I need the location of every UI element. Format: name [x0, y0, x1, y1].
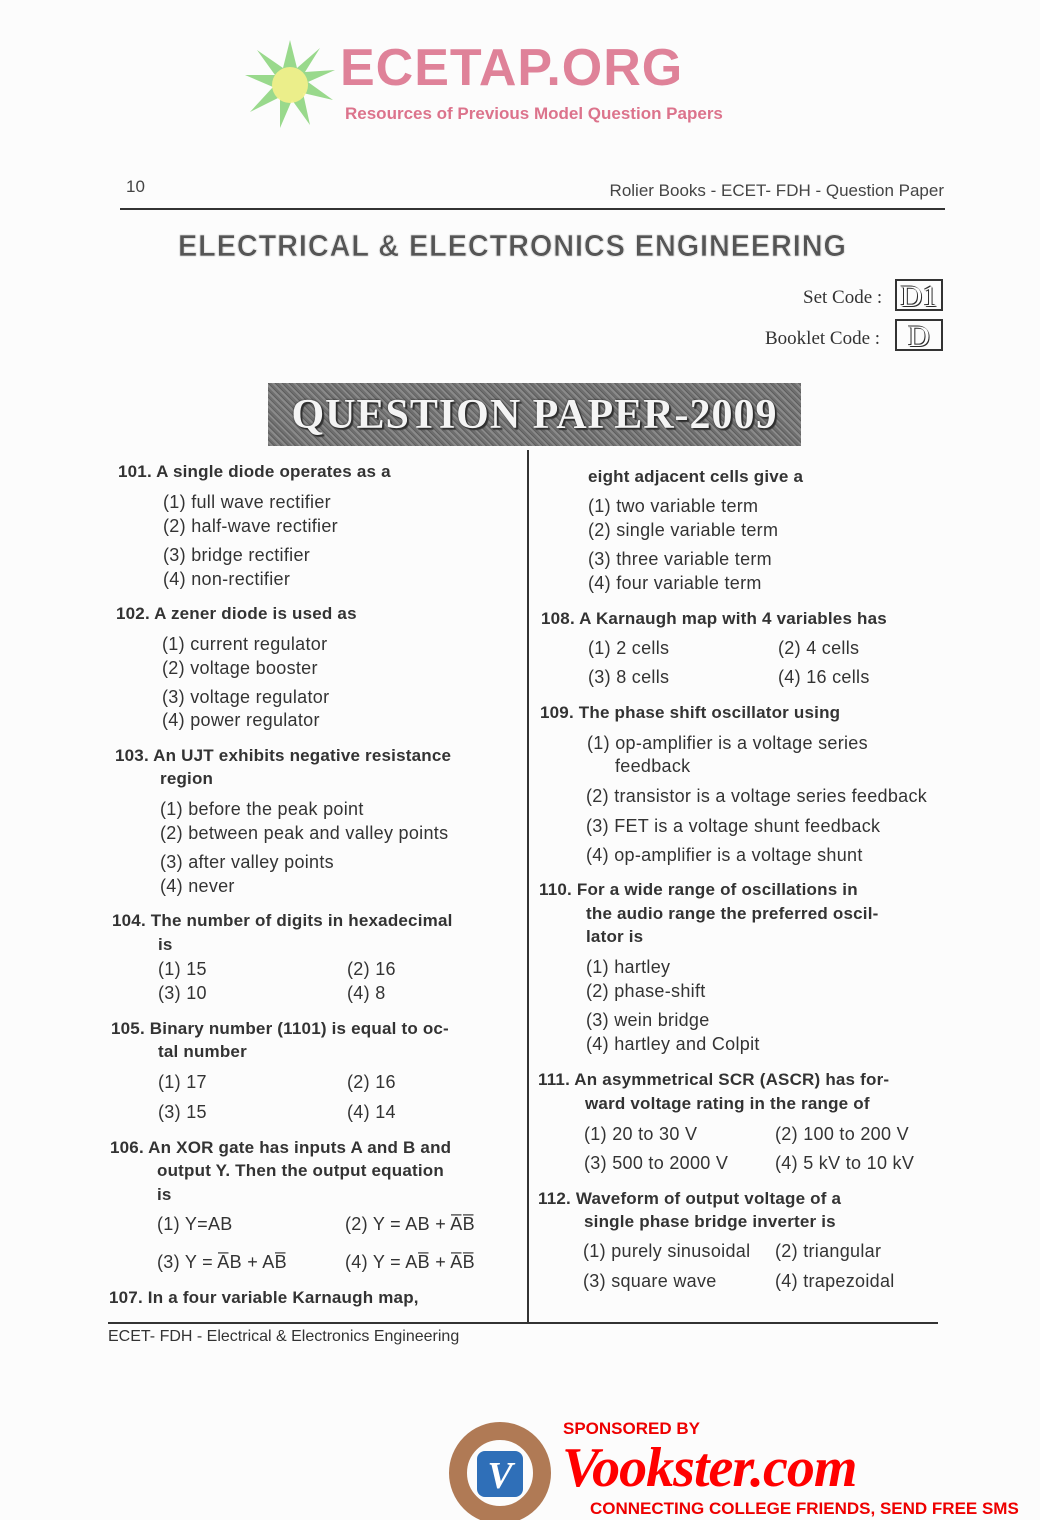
q101-option-3: (3) bridge rectifier — [163, 545, 311, 565]
q106-option-1: (1) Y=AB — [157, 1214, 233, 1234]
footer-rule — [108, 1322, 938, 1324]
sponsored-by-label: SPONSORED BY — [563, 1419, 700, 1438]
watermark-sunburst-icon — [245, 40, 335, 130]
q105-option-1: (1) 17 — [158, 1072, 207, 1092]
q109-option-4: (4) op-amplifier is a voltage shunt — [586, 845, 863, 865]
question-104-stem-line2: is — [158, 935, 173, 954]
question-103-stem-line2: region — [160, 769, 214, 788]
q109-option-1: (1) op-amplifier is a voltage series — [587, 733, 868, 753]
question-108-stem: 108. A Karnaugh map with 4 variables has — [541, 609, 887, 628]
q111-option-1: (1) 20 to 30 V — [584, 1124, 698, 1144]
question-112-stem-line2: single phase bridge inverter is — [584, 1212, 836, 1231]
question-110-stem-line3: lator is — [586, 927, 644, 946]
set-code-label: Set Code : — [803, 287, 883, 308]
q104-option-4: (4) 8 — [347, 983, 386, 1003]
q106-option-2: (2) Y = AB + A̅B̅ — [345, 1214, 475, 1234]
q102-option-1: (1) current regulator — [162, 634, 328, 654]
question-111-stem: 111. An asymmetrical SCR (ASCR) has for- — [538, 1070, 890, 1089]
page-number: 10 — [126, 177, 145, 196]
q104-option-1: (1) 15 — [158, 959, 207, 979]
q112-option-4: (4) trapezoidal — [775, 1271, 895, 1291]
question-106-stem-line2: output Y. Then the output equation — [157, 1161, 444, 1180]
question-110-stem-line2: the audio range the preferred oscil- — [586, 904, 879, 923]
q107-option-2: (2) single variable term — [588, 520, 779, 540]
banner-text: QUESTION PAPER-2009 — [291, 391, 778, 438]
q103-option-3: (3) after valley points — [160, 852, 334, 872]
question-101-stem: 101. A single diode operates as a — [118, 462, 391, 481]
q103-option-4: (4) never — [160, 876, 235, 896]
question-102-stem: 102. A zener diode is used as — [116, 604, 357, 623]
sponsor-logo-icon — [440, 1418, 560, 1520]
q111-option-2: (2) 100 to 200 V — [775, 1124, 909, 1144]
watermark-title: ECETAP.ORG — [340, 39, 684, 97]
q110-option-2: (2) phase-shift — [586, 981, 706, 1001]
column-divider — [527, 450, 529, 1322]
subject-title: ELECTRICAL & ELECTRONICS ENGINEERING — [178, 228, 847, 263]
question-109-stem: 109. The phase shift oscillator using — [540, 703, 841, 722]
q108-option-3: (3) 8 cells — [588, 667, 670, 687]
question-107-stem-line2: eight adjacent cells give a — [588, 467, 804, 486]
q105-option-3: (3) 15 — [158, 1102, 207, 1122]
q101-option-1: (1) full wave rectifier — [163, 492, 331, 512]
sponsor-brand[interactable]: Vookster.com — [562, 1437, 857, 1499]
svg-text:V: V — [487, 1455, 513, 1497]
q105-option-2: (2) 16 — [347, 1072, 396, 1092]
question-107-stem: 107. In a four variable Karnaugh map, — [109, 1288, 419, 1307]
q110-option-4: (4) hartley and Colpit — [586, 1034, 760, 1054]
question-paper-banner — [268, 383, 801, 446]
q108-option-4: (4) 16 cells — [778, 667, 870, 687]
q112-option-3: (3) square wave — [583, 1271, 717, 1291]
question-106-stem: 106. An XOR gate has inputs A and B and — [110, 1138, 452, 1157]
header-rule — [120, 208, 945, 210]
question-112-stem: 112. Waveform of output voltage of a — [538, 1189, 842, 1208]
q112-option-1: (1) purely sinusoidal — [583, 1241, 751, 1261]
question-104-stem: 104. The number of digits in hexadecimal — [112, 911, 453, 930]
q107-option-1: (1) two variable term — [588, 496, 759, 516]
q111-option-4: (4) 5 kV to 10 kV — [775, 1153, 915, 1173]
q108-option-2: (2) 4 cells — [778, 638, 860, 658]
question-105-stem-line2: tal number — [158, 1042, 247, 1061]
q112-option-2: (2) triangular — [775, 1241, 882, 1261]
question-106-stem-line3: is — [157, 1185, 172, 1204]
q102-option-4: (4) power regulator — [162, 710, 320, 730]
q110-option-3: (3) wein bridge — [586, 1010, 710, 1030]
sponsor-tagline: CONNECTING COLLEGE FRIENDS, SEND FREE SMS — [590, 1499, 1019, 1518]
q101-option-4: (4) non-rectifier — [163, 569, 291, 589]
running-title: Rolier Books - ECET- FDH - Question Paper — [609, 181, 944, 200]
set-code-value: D1 — [895, 279, 943, 311]
q104-option-2: (2) 16 — [347, 959, 396, 979]
question-110-stem: 110. For a wide range of oscillations in — [539, 880, 858, 899]
q104-option-3: (3) 10 — [158, 983, 207, 1003]
q107-option-3: (3) three variable term — [588, 549, 772, 569]
question-103-stem: 103. An UJT exhibits negative resistance — [115, 746, 452, 765]
q103-option-1: (1) before the peak point — [160, 799, 364, 819]
q106-option-3: (3) Y = A̅B + AB̅ — [157, 1252, 287, 1272]
q106-option-4: (4) Y = AB̅ + A̅B̅ — [345, 1252, 475, 1272]
watermark-subtitle: Resources of Previous Model Question Papers — [345, 104, 723, 123]
page-footer: ECET- FDH - Electrical & Electronics Engineering — [108, 1328, 460, 1345]
q105-option-4: (4) 14 — [347, 1102, 396, 1122]
q110-option-1: (1) hartley — [586, 957, 671, 977]
booklet-code-label: Booklet Code : — [765, 328, 881, 349]
q102-option-3: (3) voltage regulator — [162, 687, 330, 707]
q109-option-3: (3) FET is a voltage shunt feedback — [586, 816, 881, 836]
booklet-code-value: D — [895, 319, 943, 351]
q102-option-2: (2) voltage booster — [162, 658, 318, 678]
question-111-stem-line2: ward voltage rating in the range of — [585, 1094, 870, 1113]
q109-option-2: (2) transistor is a voltage series feedback — [586, 786, 928, 806]
q111-option-3: (3) 500 to 2000 V — [584, 1153, 729, 1173]
q107-option-4: (4) four variable term — [588, 573, 762, 593]
q108-option-1: (1) 2 cells — [588, 638, 670, 658]
q103-option-2: (2) between peak and valley points — [160, 823, 449, 843]
q101-option-2: (2) half-wave rectifier — [163, 516, 338, 536]
q109-option-1-line2: feedback — [615, 756, 691, 776]
question-105-stem: 105. Binary number (1101) is equal to oc- — [111, 1019, 449, 1038]
